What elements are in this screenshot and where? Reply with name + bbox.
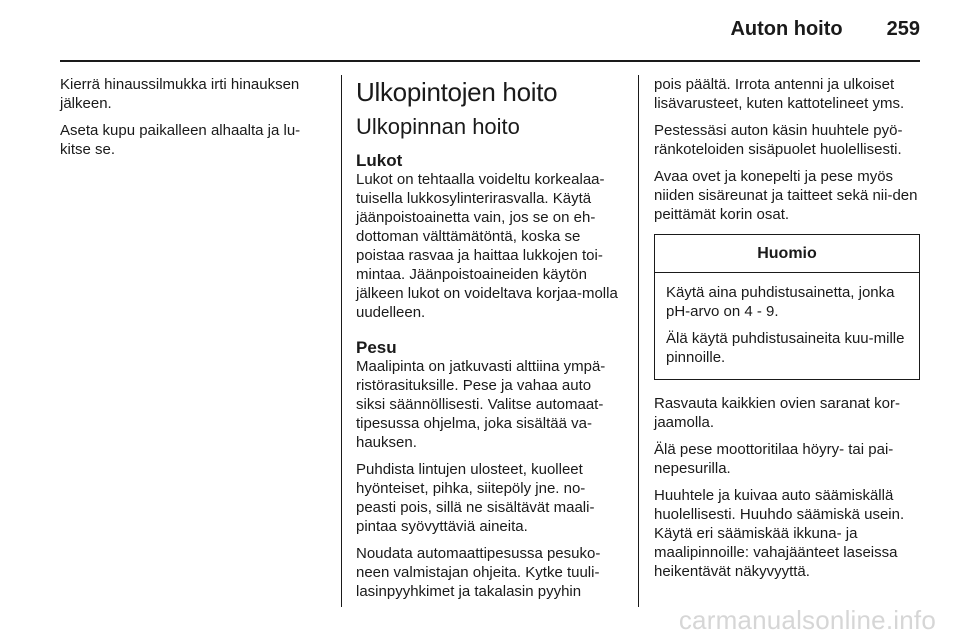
- paragraph: Kierrä hinaussilmukka irti hinauksen jälkeen.: [60, 76, 300, 112]
- paragraph: Aseta kupu paikalleen alhaalta ja lu-kitse se.: [60, 122, 301, 158]
- paragraph: Älä pese moottoritilaa höyry- tai pai-nepesurilla.: [654, 441, 894, 477]
- column-divider-left: [341, 75, 342, 607]
- paragraph: Rasvauta kaikkien ovien saranat kor-jaamolla.: [654, 395, 900, 431]
- note-paragraph: Älä käytä puhdistusaineita kuu-mille pinnoille.: [666, 330, 905, 366]
- header-divider: [60, 60, 920, 62]
- wash-heading: Pesu: [356, 338, 397, 357]
- note-body: [655, 273, 919, 379]
- column-3: [654, 75, 920, 589]
- paragraph: Avaa ovet ja konepelti ja pese myös niiden sisäreunat ja taitteet sekä nii-den peittämät korin osat.: [654, 168, 918, 223]
- paragraph: Noudata automaattipesussa pesuko-neen valmistajan ohjeita. Kytke tuuli-lasinpyyhkimet ja takalasin pyyhin: [356, 545, 601, 600]
- caution-note-box: [654, 234, 920, 380]
- paragraph: Maalipinta on jatkuvasti alttiina ympä-ristörasituksille. Pese ja vahaa auto siksi säännöllisesti. Valitse automaat-tipesussa ohjelma, joka sisältää va-hauksen.: [356, 358, 606, 451]
- paragraph: Pestessäsi auton käsin huuhtele pyö-ränkoteloiden sisäpuolet huolellisesti.: [654, 122, 903, 158]
- page-number: 259: [886, 18, 920, 40]
- locks-heading: Lukot: [356, 151, 403, 170]
- column-1: [60, 75, 322, 167]
- watermark: carmanualsonline.info: [678, 605, 936, 635]
- note-paragraph: Käytä aina puhdistusainetta, jonka pH-arvo on 4 - 9.: [666, 284, 895, 320]
- subsection-heading: Ulkopinnan hoito: [356, 114, 520, 139]
- note-title: Huomio: [655, 235, 919, 273]
- running-section-title: Auton hoito: [730, 18, 843, 40]
- locks-text: Lukot on tehtaalla voideltu korkealaa-tuisella lukkosylinterirasvalla. Käytä jäänpoistoainetta vain, jos se on eh-dottoman välttämätöntä, koska se poistaa rasvaa ja haittaa lukkojen toi-mintaa. Jäänpoistoaineiden käytön jälkeen lukot on voideltava korjaa-molla uudelleen.: [356, 171, 618, 321]
- page-header: [60, 18, 920, 50]
- section-heading: Ulkopintojen hoito: [356, 77, 558, 107]
- column-divider-right: [638, 75, 639, 607]
- paragraph: Huuhtele ja kuivaa auto säämiskällä huolellisesti. Huuhdo säämiskä usein. Käytä eri säämiskää ikkuna- ja maalipinnoille: vahajäänteet laseissa heikentävät näkyvyyttä.: [654, 487, 905, 580]
- column-2: [356, 75, 620, 609]
- paragraph: Puhdista lintujen ulosteet, kuolleet hyönteiset, pihka, siitepöly jne. no-peasti pois, sillä ne sisältävät maali-pintaa syövyttäviä aineita.: [356, 461, 595, 535]
- paragraph: pois päältä. Irrota antenni ja ulkoiset lisävarusteet, kuten kattotelineet yms.: [654, 76, 905, 112]
